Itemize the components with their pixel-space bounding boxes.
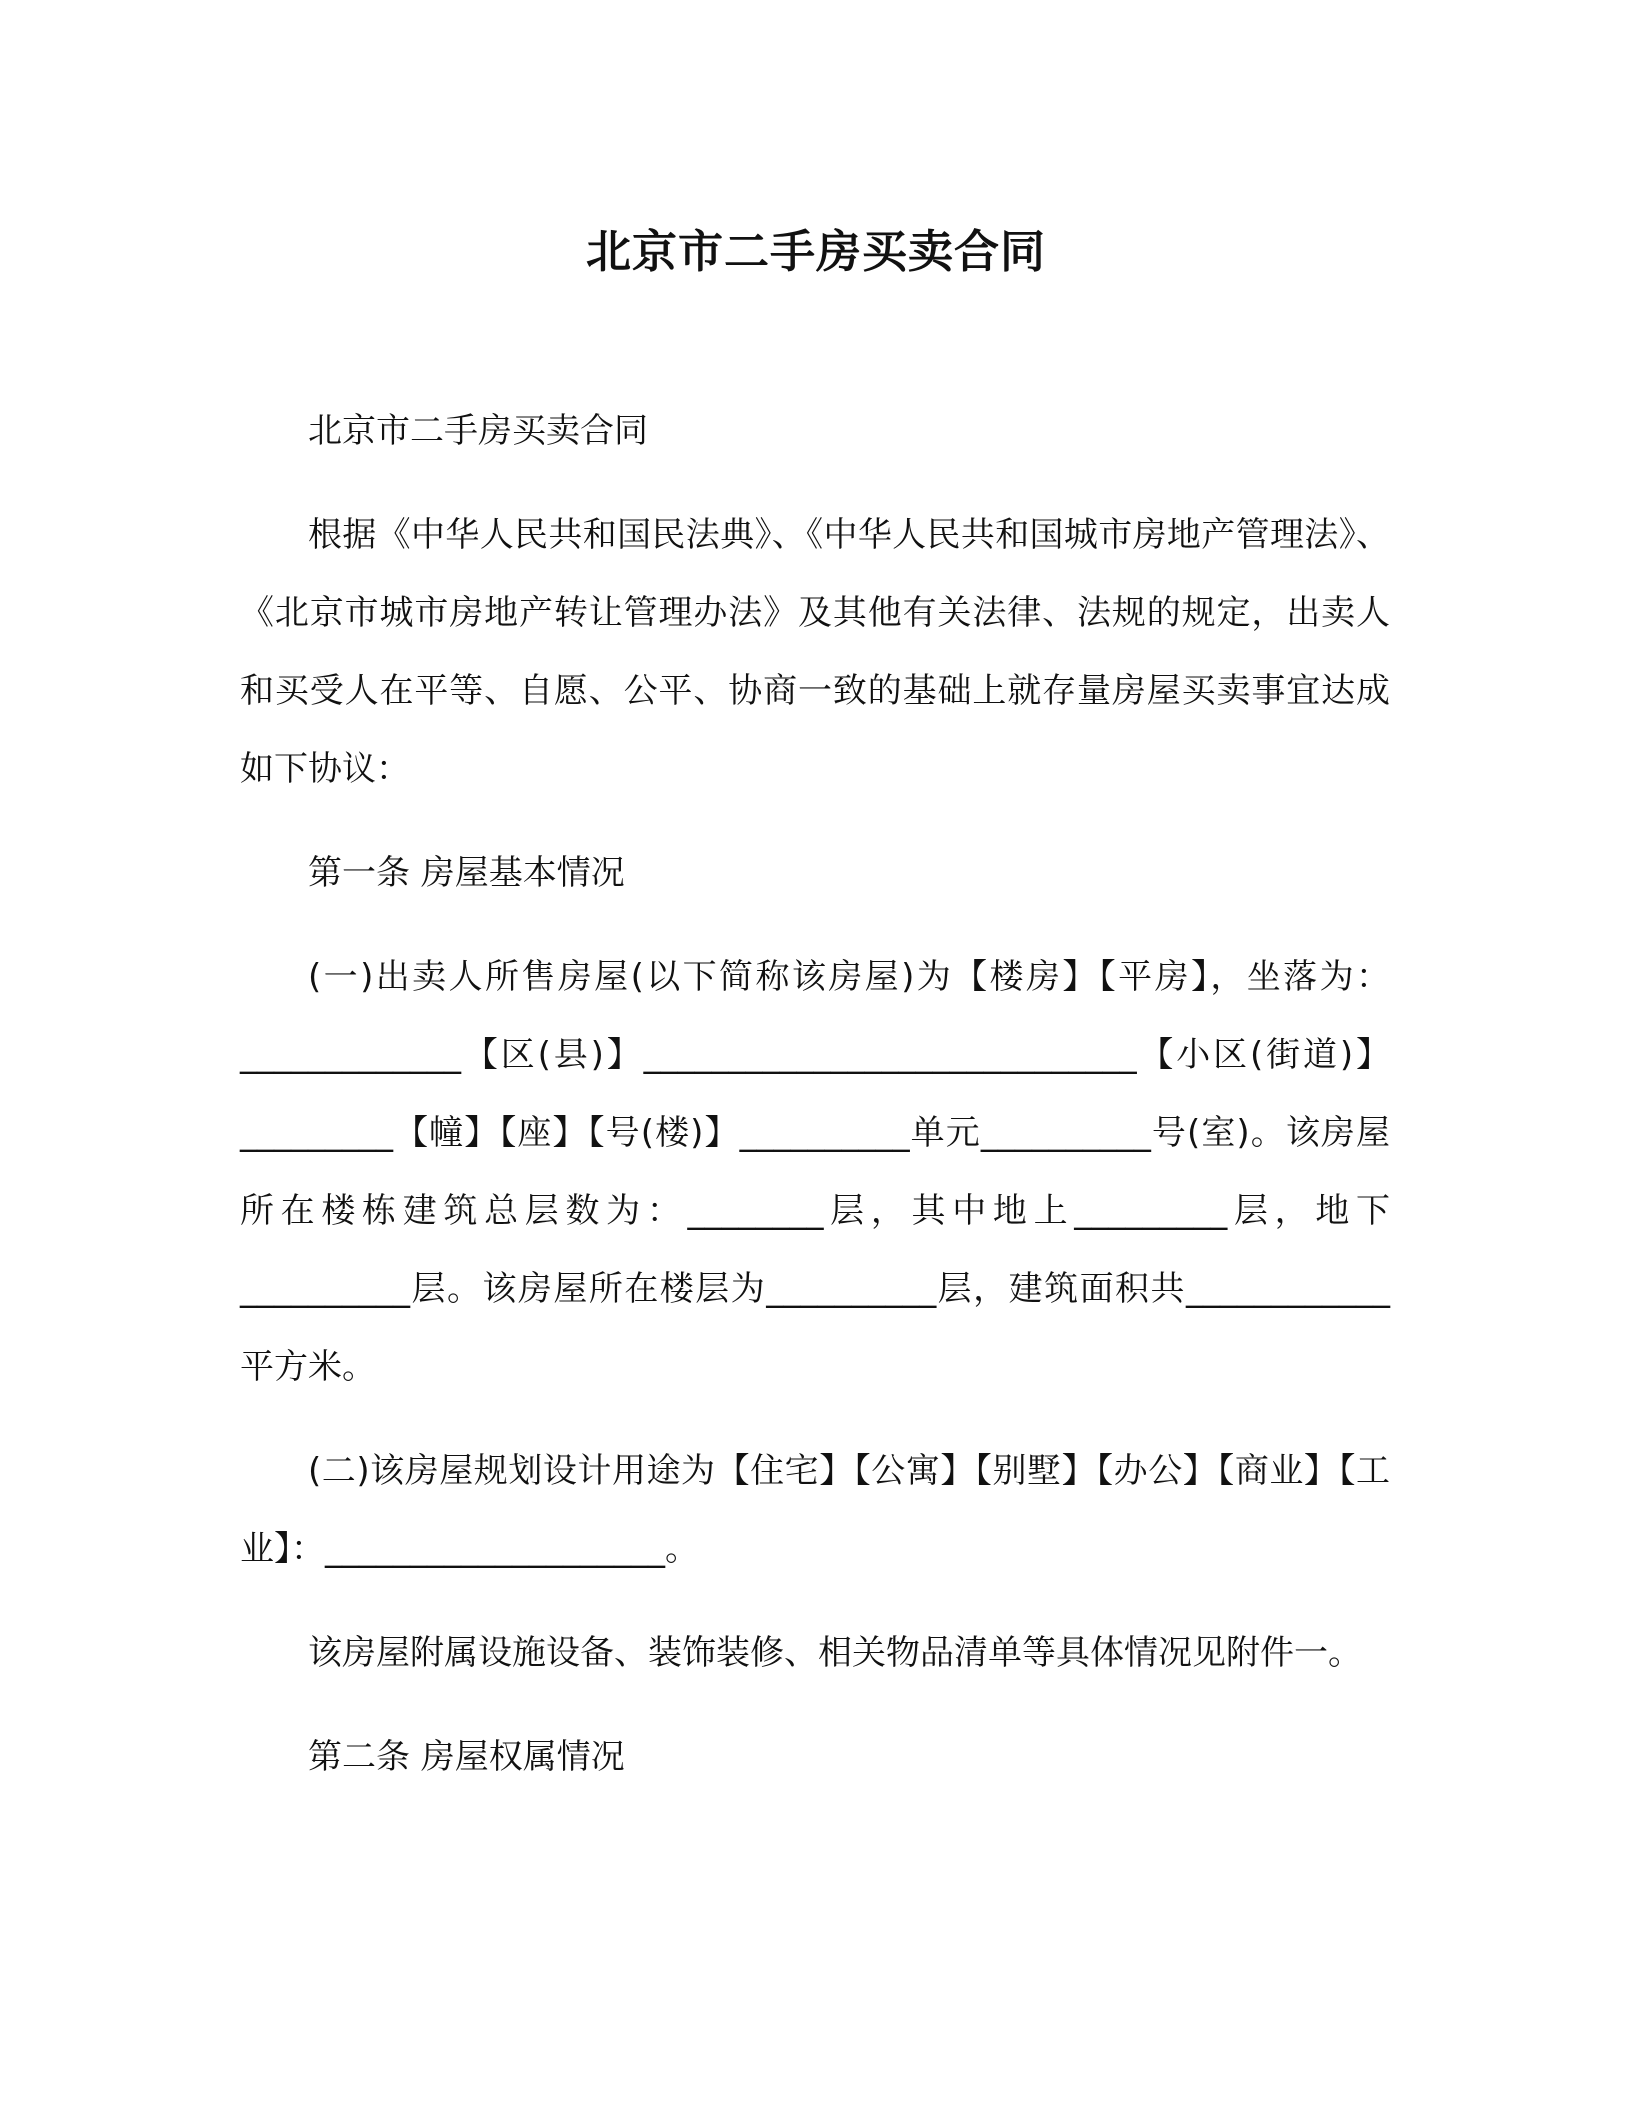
article-two-heading: 第二条 房屋权属情况 <box>308 1737 625 1777</box>
article-one-heading: 第一条 房屋基本情况 <box>308 853 625 893</box>
document-title: 北京市二手房买卖合同 <box>585 225 1046 278</box>
preamble-paragraph: 根据《中华人民共和国民法典》、《中华人民共和国城市房地产管理法》、《北京市城市房地产转让管理办法》及其他有关法律、法规的规定，出卖人和买受人在平等、自愿、公平、协商一致的基础上就存量房屋买卖事宜达成如下协议： <box>240 515 1390 789</box>
property-usage-paragraph: (二)该房屋规划设计用途为【住宅】【公寓】【别墅】【办公】【商业】【工业】：____________________。 <box>240 1451 1390 1569</box>
attachment-note-paragraph: 该房屋附属设施设备、装饰装修、相关物品清单等具体情况见附件一。 <box>308 1633 1362 1673</box>
document-body <box>240 392 1390 1822</box>
property-location-paragraph: (一)出卖人所售房屋(以下简称该房屋)为【楼房】【平房】，坐落为：_____________【区(县)】_____________________________【小区(街道)】_________【幢】【座】【号(楼)】__________单元__________号(室)。该房屋所在楼栋建筑总层数为：________层，其中地上_________层，地下__________层。该房屋所在楼层为__________层，建筑面积共____________平方米。 <box>240 957 1390 1387</box>
contract-subtitle: 北京市二手房买卖合同 <box>308 411 648 451</box>
